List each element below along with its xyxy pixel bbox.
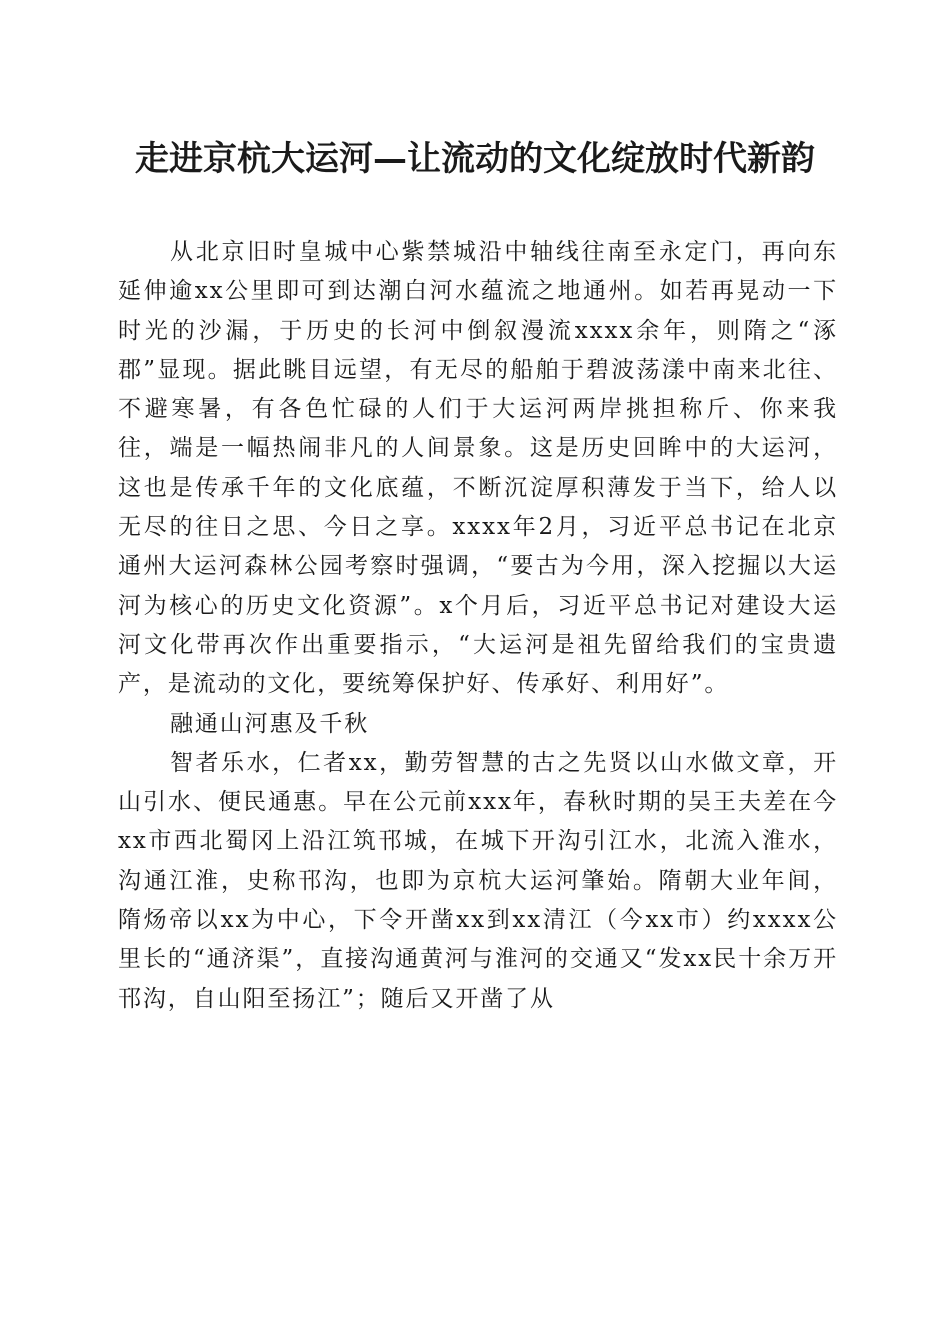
document-body [118, 233, 838, 1019]
document-title: 走进京杭大运河—让流动的文化绽放时代新韵 [135, 139, 815, 179]
paragraph-intro: 从北京旧时皇城中心紫禁城沿中轴线往南至永定门，再向东延伸逾xx公里即可到达潮白河水蕴流之地通州。如若再晃动一下时光的沙漏，于历史的长河中倒叙漫流xxxx余年，则隋之“涿郡”显现。据此眺目远望，有无尽的船舶于碧波荡漾中南来北往、不避寒暑，有各色忙碌的人们于大运河两岸挑担称斤、你来我往，端是一幅热闹非凡的人间景象。这是历史回眸中的大运河，这也是传承千年的文化底蕴，不断沉淀厚积薄发于当下，给人以无尽的往日之思、今日之享。xxxx年2月，习近平总书记在北京通州大运河森林公园考察时强调，“要古为今用，深入挖掘以大运河为核心的历史文化资源”。x个月后，习近平总书记对建设大运河文化带再次作出重要指示，“大运河是祖先留给我们的宝贵遗产，是流动的文化，要统筹保护好、传承好、利用好”。 [118, 239, 838, 698]
section-subheading: 融通山河惠及千秋 [170, 710, 370, 737]
paragraph-history: 智者乐水，仁者xx，勤劳智慧的古之先贤以山水做文章，开山引水、便民通惠。早在公元前xxx年，春秋时期的吴王夫差在今xx市西北蜀冈上沿江筑邗城，在城下开沟引江水，北流入淮水，沟通江淮，史称邗沟，也即为京杭大运河肇始。隋朝大业年间，隋炀帝以xx为中心，下令开凿xx到xx清江（今xx市）约xxxx公里长的“通济渠”，直接沟通黄河与淮河的交通又“发xx民十余万开邗沟，自山阳至扬江”；随后又开凿了从 [118, 749, 838, 1012]
